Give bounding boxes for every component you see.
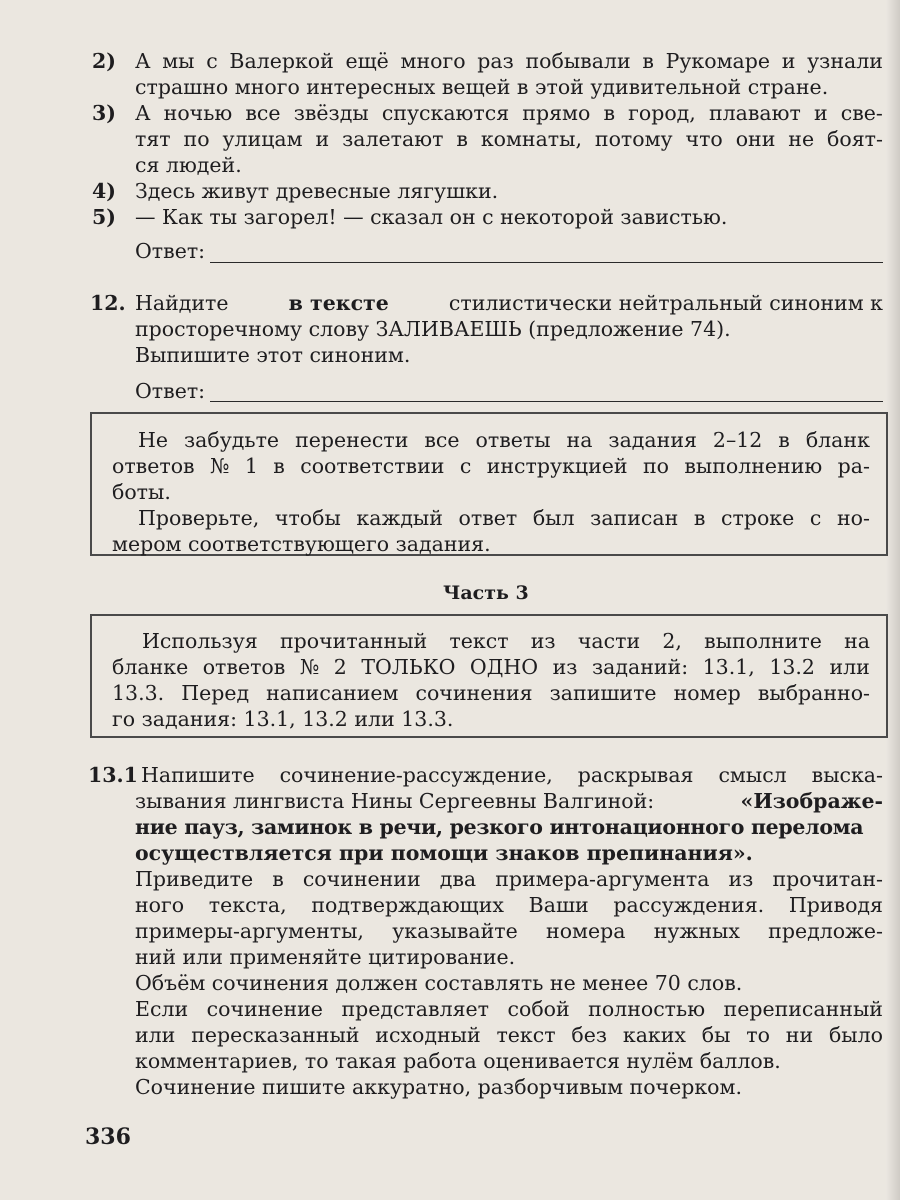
task13-line: Напишите сочинение-рассуждение, раскрывая смысл выска-: [141, 763, 883, 787]
task13-line: [135, 788, 883, 814]
task13-line: или пересказанный исходный текст без каких бы то ни было: [135, 1023, 883, 1047]
item-text-line: — Как ты загорел! — сказал он с некоторой завистью.: [135, 205, 728, 229]
task13-quote: ние пауз, заминок в речи, резкого интонационного перелома: [135, 815, 864, 839]
task12-line-2: просторечному слову ЗАЛИВАЕШЬ (предложение 74).: [135, 317, 731, 341]
task12-line-3: Выпишите этот синоним.: [135, 343, 411, 367]
task13-quote: «Изображе-: [740, 789, 883, 813]
instruction-line: го задания: 13.1, 13.2 или 13.3.: [112, 707, 454, 731]
task13-line: Приведите в сочинении два примера-аргумента из прочитан-: [135, 867, 883, 891]
item-text-line: страшно много интересных вещей в этой удивительной стране.: [135, 75, 829, 99]
task-number: 13.1: [88, 763, 138, 787]
task13-quote: осуществляется при помощи знаков препинания».: [135, 841, 753, 865]
answer-label: Ответ:: [135, 379, 206, 403]
item-number: 3): [92, 101, 116, 125]
task13-text: зывания лингвиста Нины Сергеевны Валгиной:: [135, 789, 655, 813]
page-edge-shadow: [886, 0, 900, 1200]
task12-text: Найдите: [135, 291, 229, 315]
task-number: 12.: [90, 291, 126, 315]
instruction-line: 13.3. Перед написанием сочинения запишите номер выбранно-: [112, 681, 870, 705]
page-number: 336: [85, 1124, 131, 1150]
item-text-line: Здесь живут древесные лягушки.: [135, 179, 499, 203]
task13-line: Сочинение пишите аккуратно, разборчивым почерком.: [135, 1075, 742, 1099]
task13-line: ного текста, подтверждающих Ваши рассуждения. Приводя: [135, 893, 883, 917]
item-text-line: тят по улицам и залетают в комнаты, потому что они не боят-: [135, 127, 883, 151]
task13-line: Если сочинение представляет собой полностью переписанный: [135, 997, 883, 1021]
answer-line: [210, 262, 883, 263]
answer-label: Ответ:: [135, 239, 206, 263]
task12-text: стилистически нейтральный синоним к: [448, 291, 883, 315]
task12-bold-text: в тексте: [288, 291, 389, 315]
task13-line: примеры-аргументы, указывайте номера нужных предложе-: [135, 919, 883, 943]
reminder-line: ответов № 1 в соответствии с инструкцией по выполнению ра-: [112, 454, 870, 478]
answer-line: [210, 401, 883, 402]
instruction-line: Используя прочитанный текст из части 2, выполните на: [142, 629, 870, 653]
reminder-line: боты.: [112, 480, 171, 504]
task13-line: ний или применяйте цитирование.: [135, 945, 516, 969]
reminder-line: Проверьте, чтобы каждый ответ был записан в строке с но-: [138, 506, 870, 530]
item-number: 4): [92, 179, 116, 203]
item-number: 2): [92, 49, 116, 73]
item-text-line: А ночью все звёзды спускаются прямо в город, плавают и све-: [135, 101, 883, 125]
reminder-line: мером соответствующего задания.: [112, 532, 491, 556]
task13-line: комментариев, то такая работа оценивается нулём баллов.: [135, 1049, 781, 1073]
item-text-line: ся людей.: [135, 153, 242, 177]
instruction-line: бланке ответов № 2 ТОЛЬКО ОДНО из заданий: 13.1, 13.2 или: [112, 655, 870, 679]
section-heading: Часть 3: [443, 582, 529, 604]
task12-line-1: [135, 290, 883, 316]
reminder-line: Не забудьте перенести все ответы на задания 2–12 в бланк: [138, 428, 870, 452]
item-number: 5): [92, 205, 116, 229]
item-text-line: А мы с Валеркой ещё много раз побывали в Рукомаре и узнали: [135, 49, 883, 73]
task13-line: Объём сочинения должен составлять не менее 70 слов.: [135, 971, 743, 995]
